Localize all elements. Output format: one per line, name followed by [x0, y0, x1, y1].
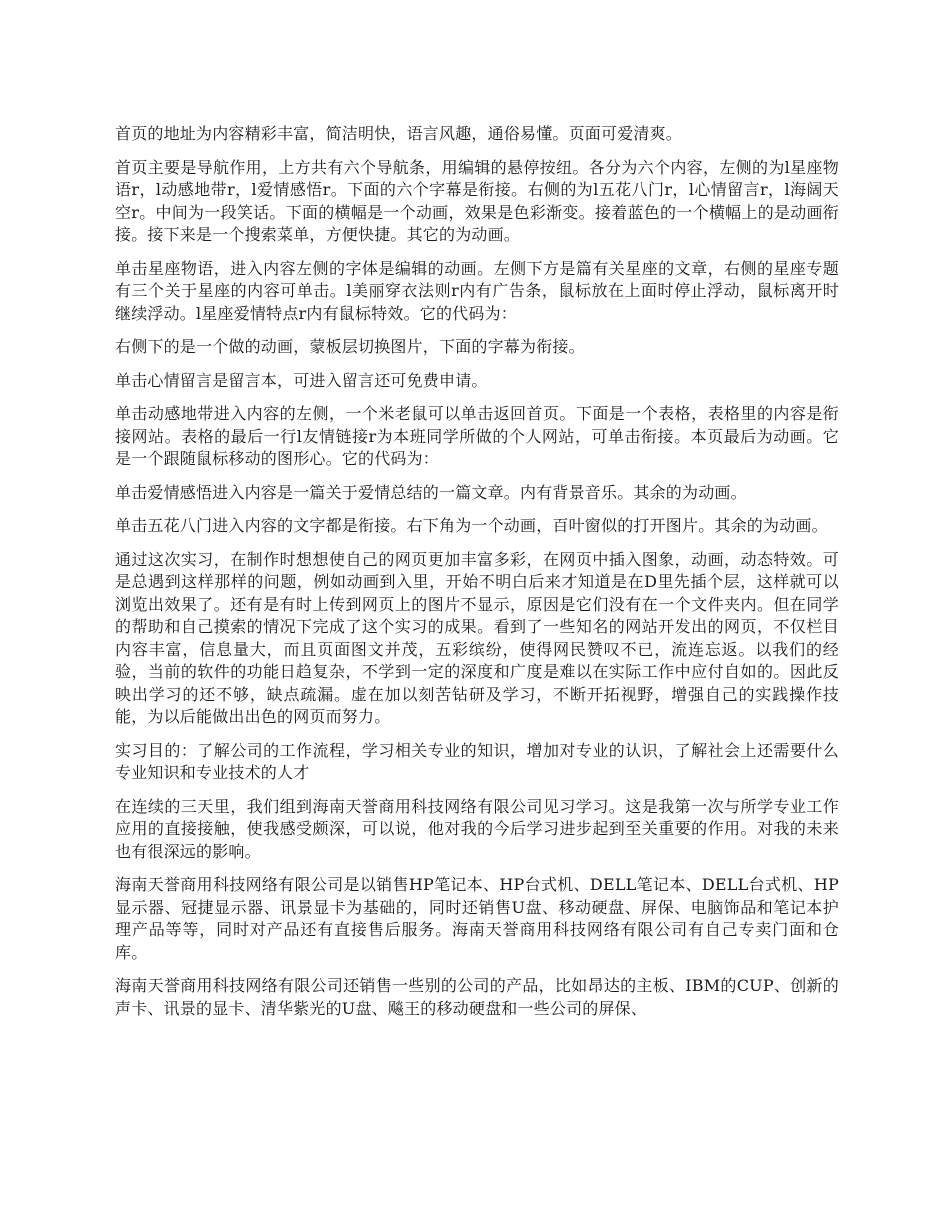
paragraph-dynamic-zone: 单击动感地带进入内容的左侧，一个米老鼠可以单击返回首页。下面是一个表格，表格里的内容是衔接网站。表格的最后一行l友情链接r为本班同学所做的个人网站，可单击衔接。本页最后为动画。它是一个跟随鼠标移动的图形心。它的代码为： [115, 404, 839, 468]
paragraph-homepage-navigation: 首页主要是导航作用，上方共有六个导航条，用编辑的悬停按纽。各分为六个内容，左侧的为l星座物语r，l动感地带r，l爱情感悟r。下面的六个字幕是衔接。右侧的为l五花八门r，l心情留言r，l海阔天空r。中间为一段笑话。下面的横幅是一个动画，效果是色彩渐变。接着蓝色的一个横幅上的是动画衔接。接下来是一个搜索菜单，方便快捷。其它的为动画。 [115, 157, 839, 244]
paragraph-love-reflections: 单击爱情感悟进入内容是一篇关于爱情总结的一篇文章。内有背景音乐。其余的为动画。 [115, 482, 747, 502]
paragraph-company-visit: 在连续的三天里，我们组到海南天誉商用科技网络有限公司见习学习。这是我第一次与所学专业工作应用的直接接触，使我感受颇深，可以说，他对我的今后学习进步起到至关重要的作用。对我的未来也有很深远的影响。 [115, 796, 839, 861]
paragraph-internship-reflection: 通过这次实习，在制作时想想使自己的网页更加丰富多彩，在网页中插入图象，动画，动态特效。可是总遇到这样那样的问题，例如动画到入里，开始不明白后来才知道是在D里先插个层，这样就可以浏览出效果了。还有是有时上传到网页上的图片不显示，原因是它们没有在一个文件夹内。但在同学的帮助和自己摸索的情况下完成了这个实习的成果。看到了一些知名的网站开发出的网页，不仅栏目内容丰富，信息量大，而且页面图文并茂，五彩缤纷，使得网民赞叹不已，流连忘返。以我们的经验，当前的软件的功能日趋复杂，不学到一定的深度和广度是难以在实际工作中应付自如的。因此反映出学习的还不够，缺点疏漏。虚在加以刻苦钻研及学习，不断开拓视野，增强自己的实践操作技能，为以后能做出出色的网页而努力。 [115, 549, 839, 726]
paragraph-guestbook: 单击心情留言是留言本，可进入留言还可免费申请。 [115, 370, 488, 390]
paragraph-internship-purpose: 实习目的：了解公司的工作流程，学习相关专业的知识，增加对专业的认识，了解社会上还需要什么专业知识和专业技术的人才 [115, 740, 839, 782]
paragraph-miscellany: 单击五花八门进入内容的文字都是衔接。右下角为一个动画，百叶窗似的打开图片。其余的为动画。 [115, 516, 828, 535]
paragraph-other-brands: 海南天誉商用科技网络有限公司还销售一些别的公司的产品，比如昂达的主板、IBM的CUP、创新的声卡、讯景的显卡、清华紫光的U盘、飚王的移动硬盘和一些公司的屏保、 [115, 976, 839, 1018]
paragraph-constellation-story: 单击星座物语，进入内容左侧的字体是编辑的动画。左侧下方是篇有关星座的文章，右侧的星座专题有三个关于星座的内容可单击。l美丽穿衣法则r内有广告条，鼠标放在上面时停止浮动，鼠标离开时继续浮动。l星座爱情特点r内有鼠标特效。它的代码为： [115, 258, 839, 323]
paragraph-company-products: 海南天誉商用科技网络有限公司是以销售HP笔记本、HP台式机、DELL笔记本、DELL台式机、HP显示器、冠捷显示器、讯景显卡为基础的，同时还销售U盘、移动硬盘、屏保、电脑饰品和笔记本护理产品等等，同时对产品还有直接售后服务。海南天誉商用科技网络有限公司有自己专卖门面和仓库。 [115, 875, 839, 962]
paragraph-homepage-address: 首页的地址为内容精彩丰富，简洁明快，语言风趣，通俗易懂。页面可爱清爽。 [115, 124, 683, 143]
paragraph-right-side-animation: 右侧下的是一个做的动画，蒙板层切换图片，下面的字幕为衔接。 [115, 337, 585, 356]
document-body [115, 123, 839, 1031]
